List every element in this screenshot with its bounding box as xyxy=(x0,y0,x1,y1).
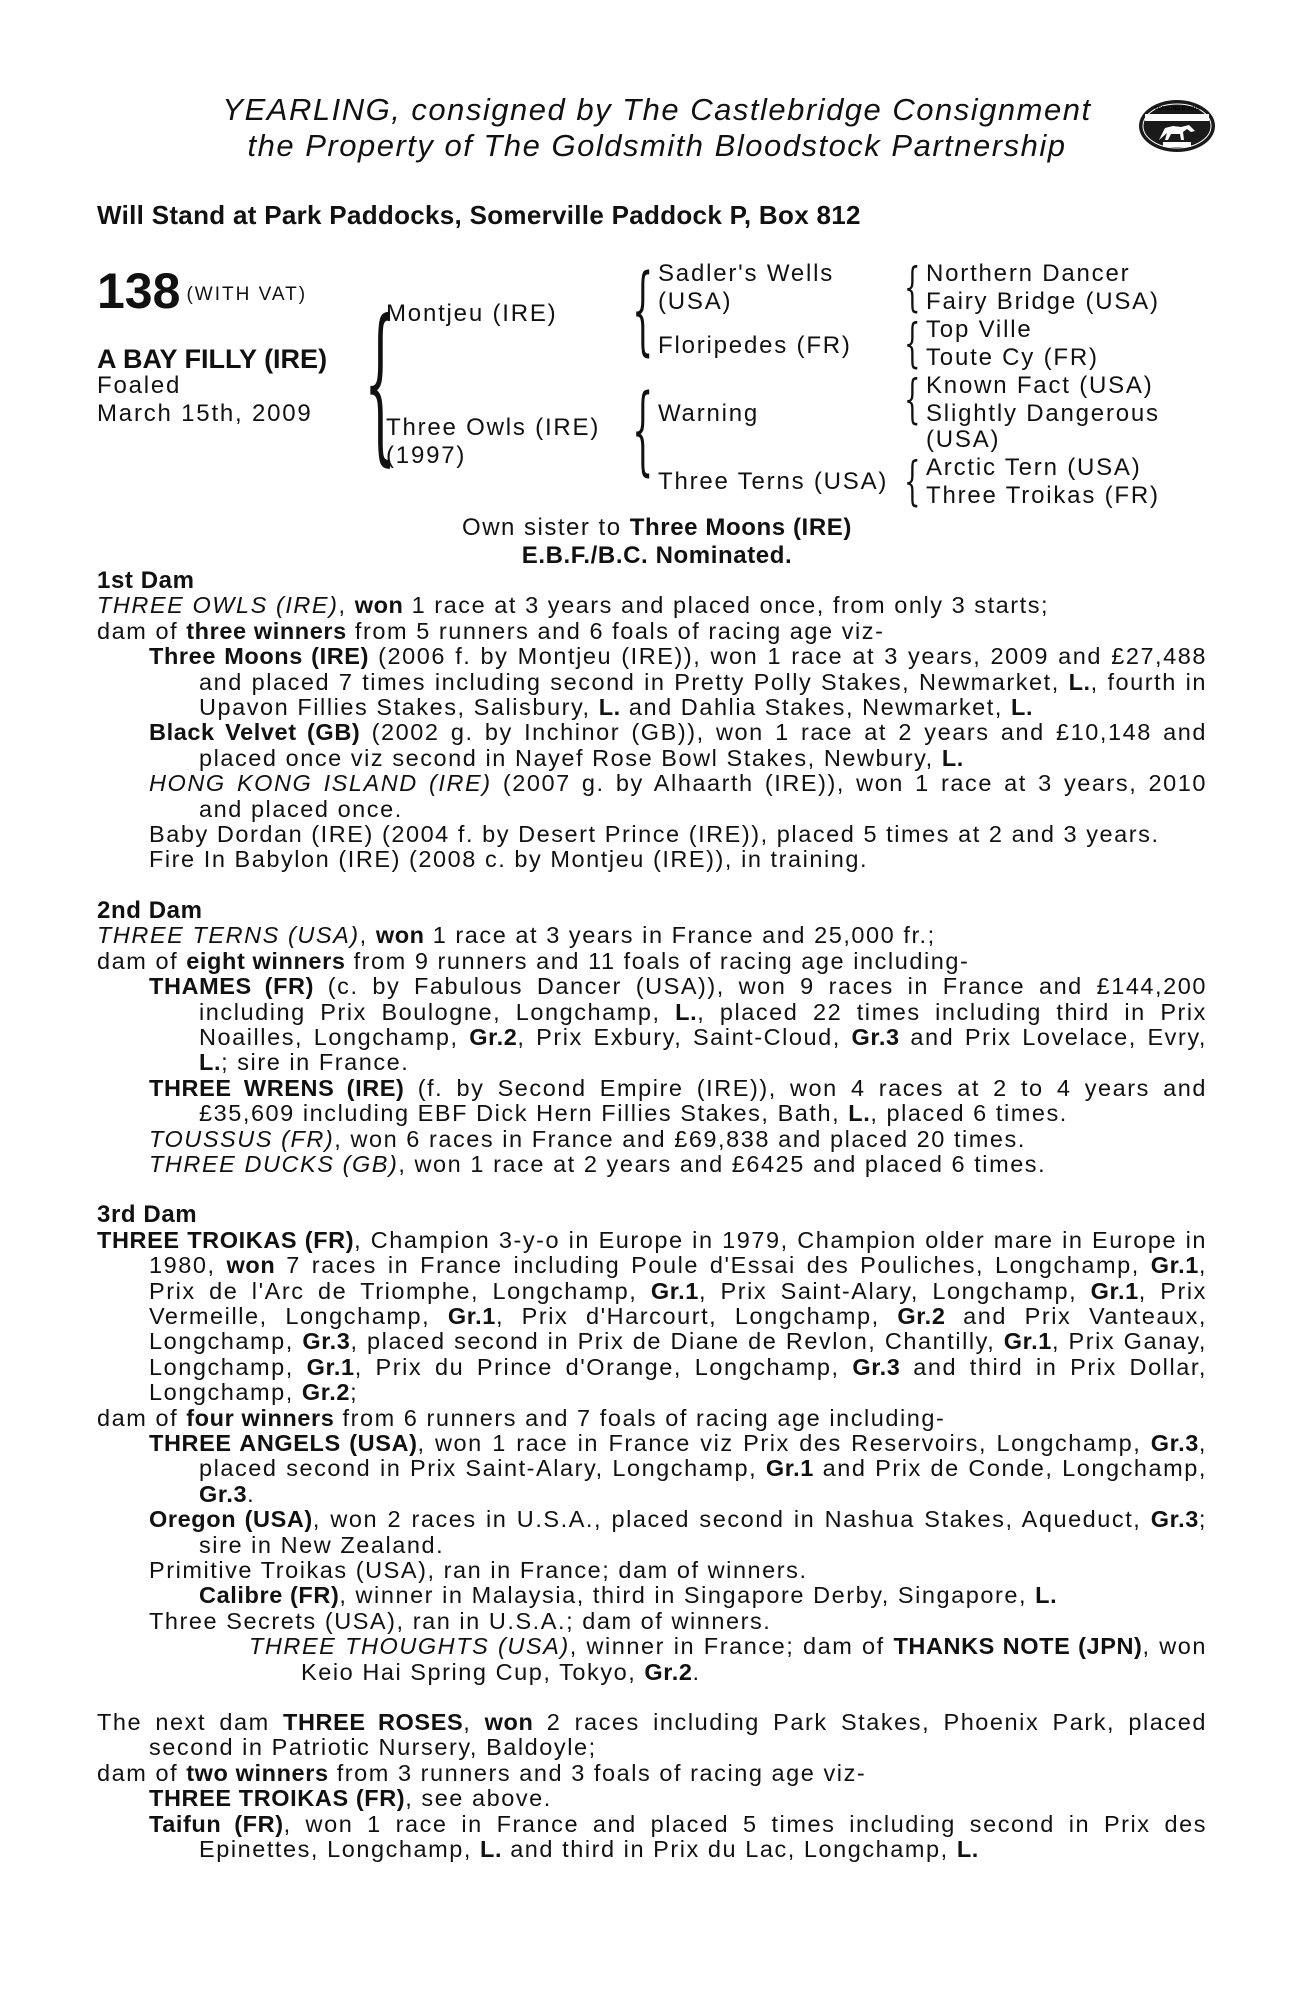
pedigree-brace-dam: { xyxy=(632,374,654,486)
produce-baby-dordan: Baby Dordan (IRE) (2004 f. by Desert Prince (IRE)), placed 5 times at 2 and 3 years. xyxy=(149,821,1160,848)
produce-hong-kong-island: HONG KONG ISLAND (IRE) (2007 g. by Alhaarth (IRE)), won 1 race at 3 years, 2010 and placed once. xyxy=(149,770,1207,822)
own-sister-name: Three Moons (IRE) xyxy=(629,514,852,541)
third-dam-produce-summary: dam of four winners from 6 runners and 7 foals of racing age including- xyxy=(97,1404,946,1431)
produce-three-ducks: THREE DUCKS (GB), won 1 race at 2 years and £6425 and placed 6 times. xyxy=(149,1150,1047,1177)
pedigree-dam: Three Owls (IRE) xyxy=(386,414,601,441)
produce-oregon: Oregon (USA), won 2 races in U.S.A., placed second in Nashua Stakes, Aqueduct, Gr.3; sire in New Zealand. xyxy=(149,1506,1207,1558)
lot-description: A BAY FILLY (IRE) xyxy=(97,344,328,374)
pedigree-brace-dd: { xyxy=(904,452,921,512)
second-dam-record: THREE TERNS (USA), won 1 race at 3 years in France and 25,000 fr.; xyxy=(97,922,936,949)
produce-three-moons: Three Moons (IRE) (2006 f. by Montjeu (IRE)), won 1 race at 3 years, 2009 and £27,488 and placed 7 times including second in Pretty Polly Stakes, Newmarket, L., fourth in Upavon Fillies Stakes, Salisbury, L. and Dahlia Stakes, Newmarket, L. xyxy=(149,643,1207,721)
pedigree-dam-sire: Warning xyxy=(658,400,760,427)
pedigree-dds: Arctic Tern (USA) xyxy=(926,454,1142,481)
pedigree-dam-dam: Three Terns (USA) xyxy=(658,468,889,495)
pedigree-brace-sire: { xyxy=(632,254,654,366)
next-dam-record: The next dam THREE ROSES, won 2 races including Park Stakes, Phoenix Park, placed second in Patriotic Nursery, Baldoyle; xyxy=(97,1709,1207,1761)
pedigree-dsd-country: (USA) xyxy=(926,426,1001,453)
badge-text: YEARLING BONUS xyxy=(1154,106,1200,112)
pedigree-sire-dam: Floripedes (FR) xyxy=(658,332,852,359)
header-line-2: the Property of The Goldsmith Bloodstock Partnership xyxy=(247,128,1067,163)
pedigree-brace-ss: { xyxy=(904,258,921,318)
pedigree-dsd: Slightly Dangerous xyxy=(926,400,1160,427)
pedigree-dam-year: (1997) xyxy=(386,442,467,469)
header-line-1: YEARLING, consigned by The Castlebridge Consignment xyxy=(222,92,1092,127)
pedigree-sds: Top Ville xyxy=(926,316,1033,343)
stand-location: Will Stand at Park Paddocks, Somerville Paddock P, Box 812 xyxy=(97,200,861,230)
pedigree-brace-sd: { xyxy=(904,314,921,374)
produce-three-secrets: Three Secrets (USA), ran in U.S.A.; dam of winners. xyxy=(149,1607,772,1634)
pedigree-ddd: Three Troikas (FR) xyxy=(926,482,1160,509)
first-dam-record: THREE OWLS (IRE), won 1 race at 3 years and placed once, from only 3 starts; xyxy=(97,592,1050,619)
produce-thames: THAMES (FR) (c. by Fabulous Dancer (USA)), won 9 races in France and £144,200 including Prix Boulogne, Longchamp, L., placed 22 times including third in Prix Noailles, Longchamp, Gr.2, Prix Exbury, Saint-Cloud, Gr.3 and Prix Lovelace, Evry, L.; sire in France. xyxy=(149,973,1207,1076)
first-dam-produce-summary: dam of three winners from 5 runners and 6 foals of racing age viz- xyxy=(97,617,885,644)
foaled-date: March 15th, 2009 xyxy=(97,400,313,427)
produce-three-angels: THREE ANGELS (USA), won 1 race in France viz Prix des Reservoirs, Longchamp, Gr.3, placed second in Prix Saint-Alary, Longchamp, Gr.1 and Prix de Conde, Longchamp, Gr.3. xyxy=(149,1430,1207,1507)
catalogue-body xyxy=(97,568,1207,1863)
third-dam-heading: 3rd Dam xyxy=(97,1201,198,1229)
third-dam-record: THREE TROIKAS (FR), Champion 3-y-o in Europe in 1979, Champion older mare in Europe in 1980, won 7 races in France including Poule d'Essai des Pouliches, Longchamp, Gr.1, Prix de l'Arc de Triomphe, Longchamp, Gr.1, Prix Saint-Alary, Longchamp, Gr.1, Prix Vermeille, Longchamp, Gr.1, Prix d'Harcourt, Longchamp, Gr.2 and Prix Vanteaux, Longchamp, Gr.3, placed second in Prix de Diane de Revlon, Chantilly, Gr.1, Prix Ganay, Longchamp, Gr.1, Prix du Prince d'Orange, Longchamp, Gr.3 and third in Prix Dollar, Longchamp, Gr.2; xyxy=(97,1226,1208,1406)
produce-toussus: TOUSSUS (FR), won 6 races in France and £69,838 and placed 20 times. xyxy=(149,1125,1026,1152)
own-sister-note: Own sister to Three Moons (IRE) xyxy=(462,514,852,541)
pedigree-sdd: Toute Cy (FR) xyxy=(926,344,1099,371)
produce-primitive-troikas: Primitive Troikas (USA), ran in France; dam of winners. xyxy=(149,1557,808,1584)
lot-number: 138 xyxy=(97,263,181,319)
nomination-note: E.B.F./B.C. Nominated. xyxy=(521,542,793,569)
pedigree-brace-ds: { xyxy=(904,370,921,430)
produce-three-thoughts: THREE THOUGHTS (USA), winner in France; dam of THANKS NOTE (JPN), won Keio Hai Spring Cup, Tokyo, Gr.2. xyxy=(249,1633,1207,1685)
produce-calibre: Calibre (FR), winner in Malaysia, third in Singapore Derby, Singapore, L. xyxy=(199,1582,1058,1609)
next-dam-produce-summary: dam of two winners from 3 runners and 3 foals of racing age viz- xyxy=(97,1759,867,1786)
pedigree-brace-main: { xyxy=(364,284,397,482)
second-dam-produce-summary: dam of eight winners from 9 runners and 11 foals of racing age including- xyxy=(97,947,970,974)
pedigree-dss: Known Fact (USA) xyxy=(926,372,1154,399)
second-dam-heading: 2nd Dam xyxy=(97,896,203,924)
produce-three-wrens: THREE WRENS (IRE) (f. by Second Empire (IRE)), won 4 races at 2 to 4 years and £35,609 including EBF Dick Hern Fillies Stakes, Bath, L., placed 6 times. xyxy=(149,1074,1208,1127)
pedigree-sss: Northern Dancer xyxy=(926,260,1131,287)
lot-number-row xyxy=(97,262,307,320)
produce-black-velvet: Black Velvet (GB) (2002 g. by Inchinor (GB)), won 1 race at 2 years and £10,148 and placed once viz second in Nayef Rose Bowl Stakes, Newbury, L. xyxy=(149,719,1207,771)
vat-note: (WITH VAT) xyxy=(186,283,308,305)
pedigree-ssd: Fairy Bridge (USA) xyxy=(926,288,1160,315)
first-dam-heading: 1st Dam xyxy=(97,567,195,594)
pedigree-sire: Montjeu (IRE) xyxy=(386,300,558,327)
produce-taifun: Taifun (FR), won 1 race in France and placed 5 times including second in Prix des Epinettes, Longchamp, L. and third in Prix du Lac, Longchamp, L. xyxy=(149,1810,1207,1863)
pedigree-sire-sire-country: (USA) xyxy=(658,288,733,315)
foaled-label: Foaled xyxy=(97,372,182,399)
produce-three-troikas: THREE TROIKAS (FR), see above. xyxy=(149,1785,552,1812)
produce-fire-in-babylon: Fire In Babylon (IRE) (2008 c. by Montjeu (IRE)), in training. xyxy=(149,846,869,873)
pedigree-sire-sire: Sadler's Wells xyxy=(658,260,835,287)
